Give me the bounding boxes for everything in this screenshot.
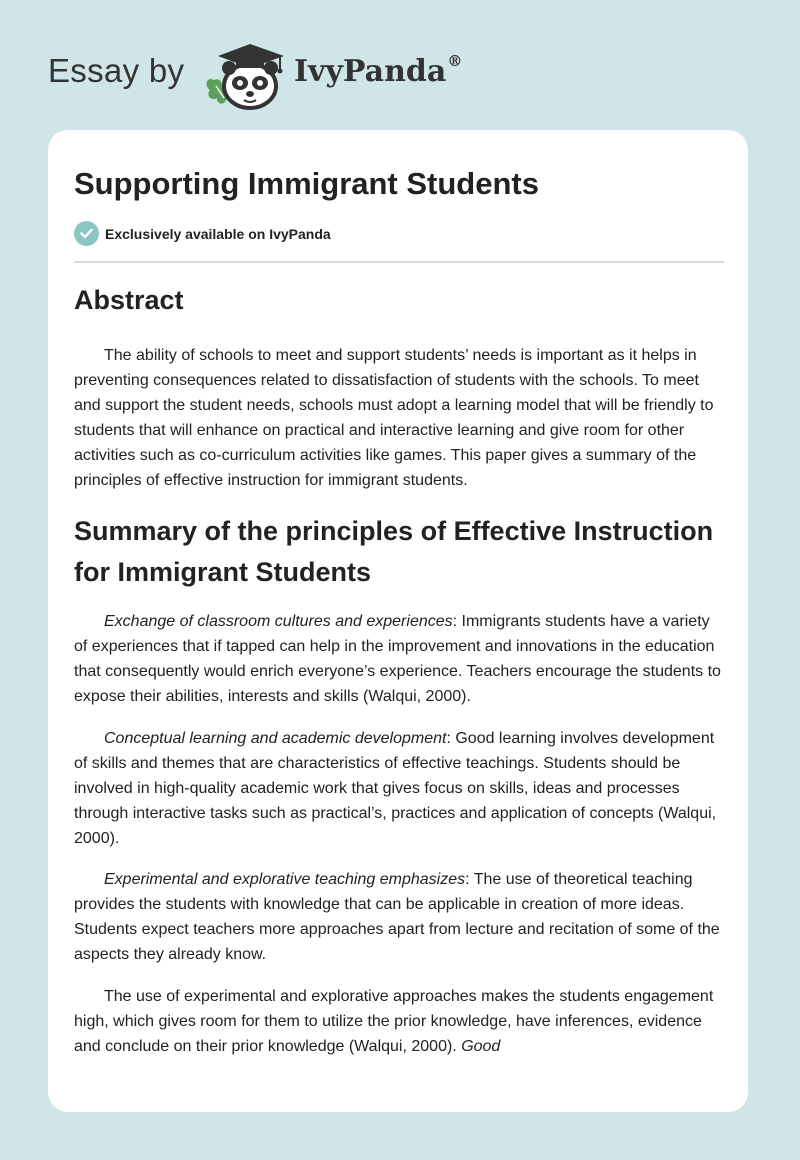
essay-title: Supporting Immigrant Students	[74, 166, 539, 201]
abstract-heading: Abstract	[74, 285, 184, 315]
experimental-approaches-paragraph	[74, 984, 724, 1059]
paragraph-text: The use of experimental and explorative approaches makes the students engagement high, which gives room for them to utilize the prior knowledge, have inferences, evidence and conclude on their prior knowledge (Walqui, 2000).	[74, 988, 714, 1055]
principle-term: Exchange of classroom cultures and experiences	[104, 613, 453, 630]
principle-term: Experimental and explorative teaching emphasizes	[104, 871, 466, 888]
title-divider	[74, 261, 724, 263]
ivypanda-logo[interactable]	[200, 36, 292, 110]
principle-text: : Immigrants students have a variety of experiences that if tapped can help in the improvement and innovations in the education that consequently would enrich everyone’s experience. Teachers encourage the students to expose their abilities, interests and skills (Walqui, 2000).	[74, 613, 721, 705]
registered-mark: ®	[447, 52, 463, 70]
principle-paragraph-classroom-cultures	[74, 609, 724, 709]
principle-paragraph-conceptual-learning	[74, 726, 724, 851]
abstract-paragraph: The ability of schools to meet and support students’ needs is important as it helps in preventing consequences related to dissatisfaction of students with the schools. To meet and support the student needs, schools must adopt a learning model that will be friendly to students that will enhance on practical and interactive learning and give room for other activities such as co-curriculum activities like games. This paper gives a summary of the principles of effective instruction for immigrant students.	[74, 347, 714, 489]
principle-term: Conceptual learning and academic development	[104, 730, 447, 747]
essay-by-label: Essay by	[48, 52, 185, 89]
site-header	[0, 0, 800, 130]
check-circle-icon	[74, 221, 99, 246]
principle-text: : Good learning involves development of skills and themes that are characteristics of effective teachings. Students should be involved in high-quality academic work that gives focus on skills, ideas and processes through interactive tasks such as practical’s, practices and application of concepts (Walqui, 2000).	[74, 730, 717, 847]
essay-card	[48, 130, 748, 1112]
panda-logo-icon	[200, 36, 292, 110]
paragraph-tail: Good	[461, 1038, 501, 1055]
principle-text: : The use of theoretical teaching provides the students with knowledge that can be applicable in creation of more ideas. Students expect teachers more approaches apart from lecture and recitation of some of the aspects they already know.	[74, 871, 720, 963]
brand-name-text: IvyPanda	[294, 54, 447, 89]
principle-paragraph-experimental-teaching	[74, 867, 724, 967]
exclusive-badge	[74, 221, 331, 246]
exclusive-badge-text: Exclusively available on IvyPanda	[105, 225, 331, 242]
summary-heading: Summary of the principles of Effective Instruction for Immigrant Students	[74, 516, 714, 587]
brand-name[interactable]	[294, 54, 462, 89]
